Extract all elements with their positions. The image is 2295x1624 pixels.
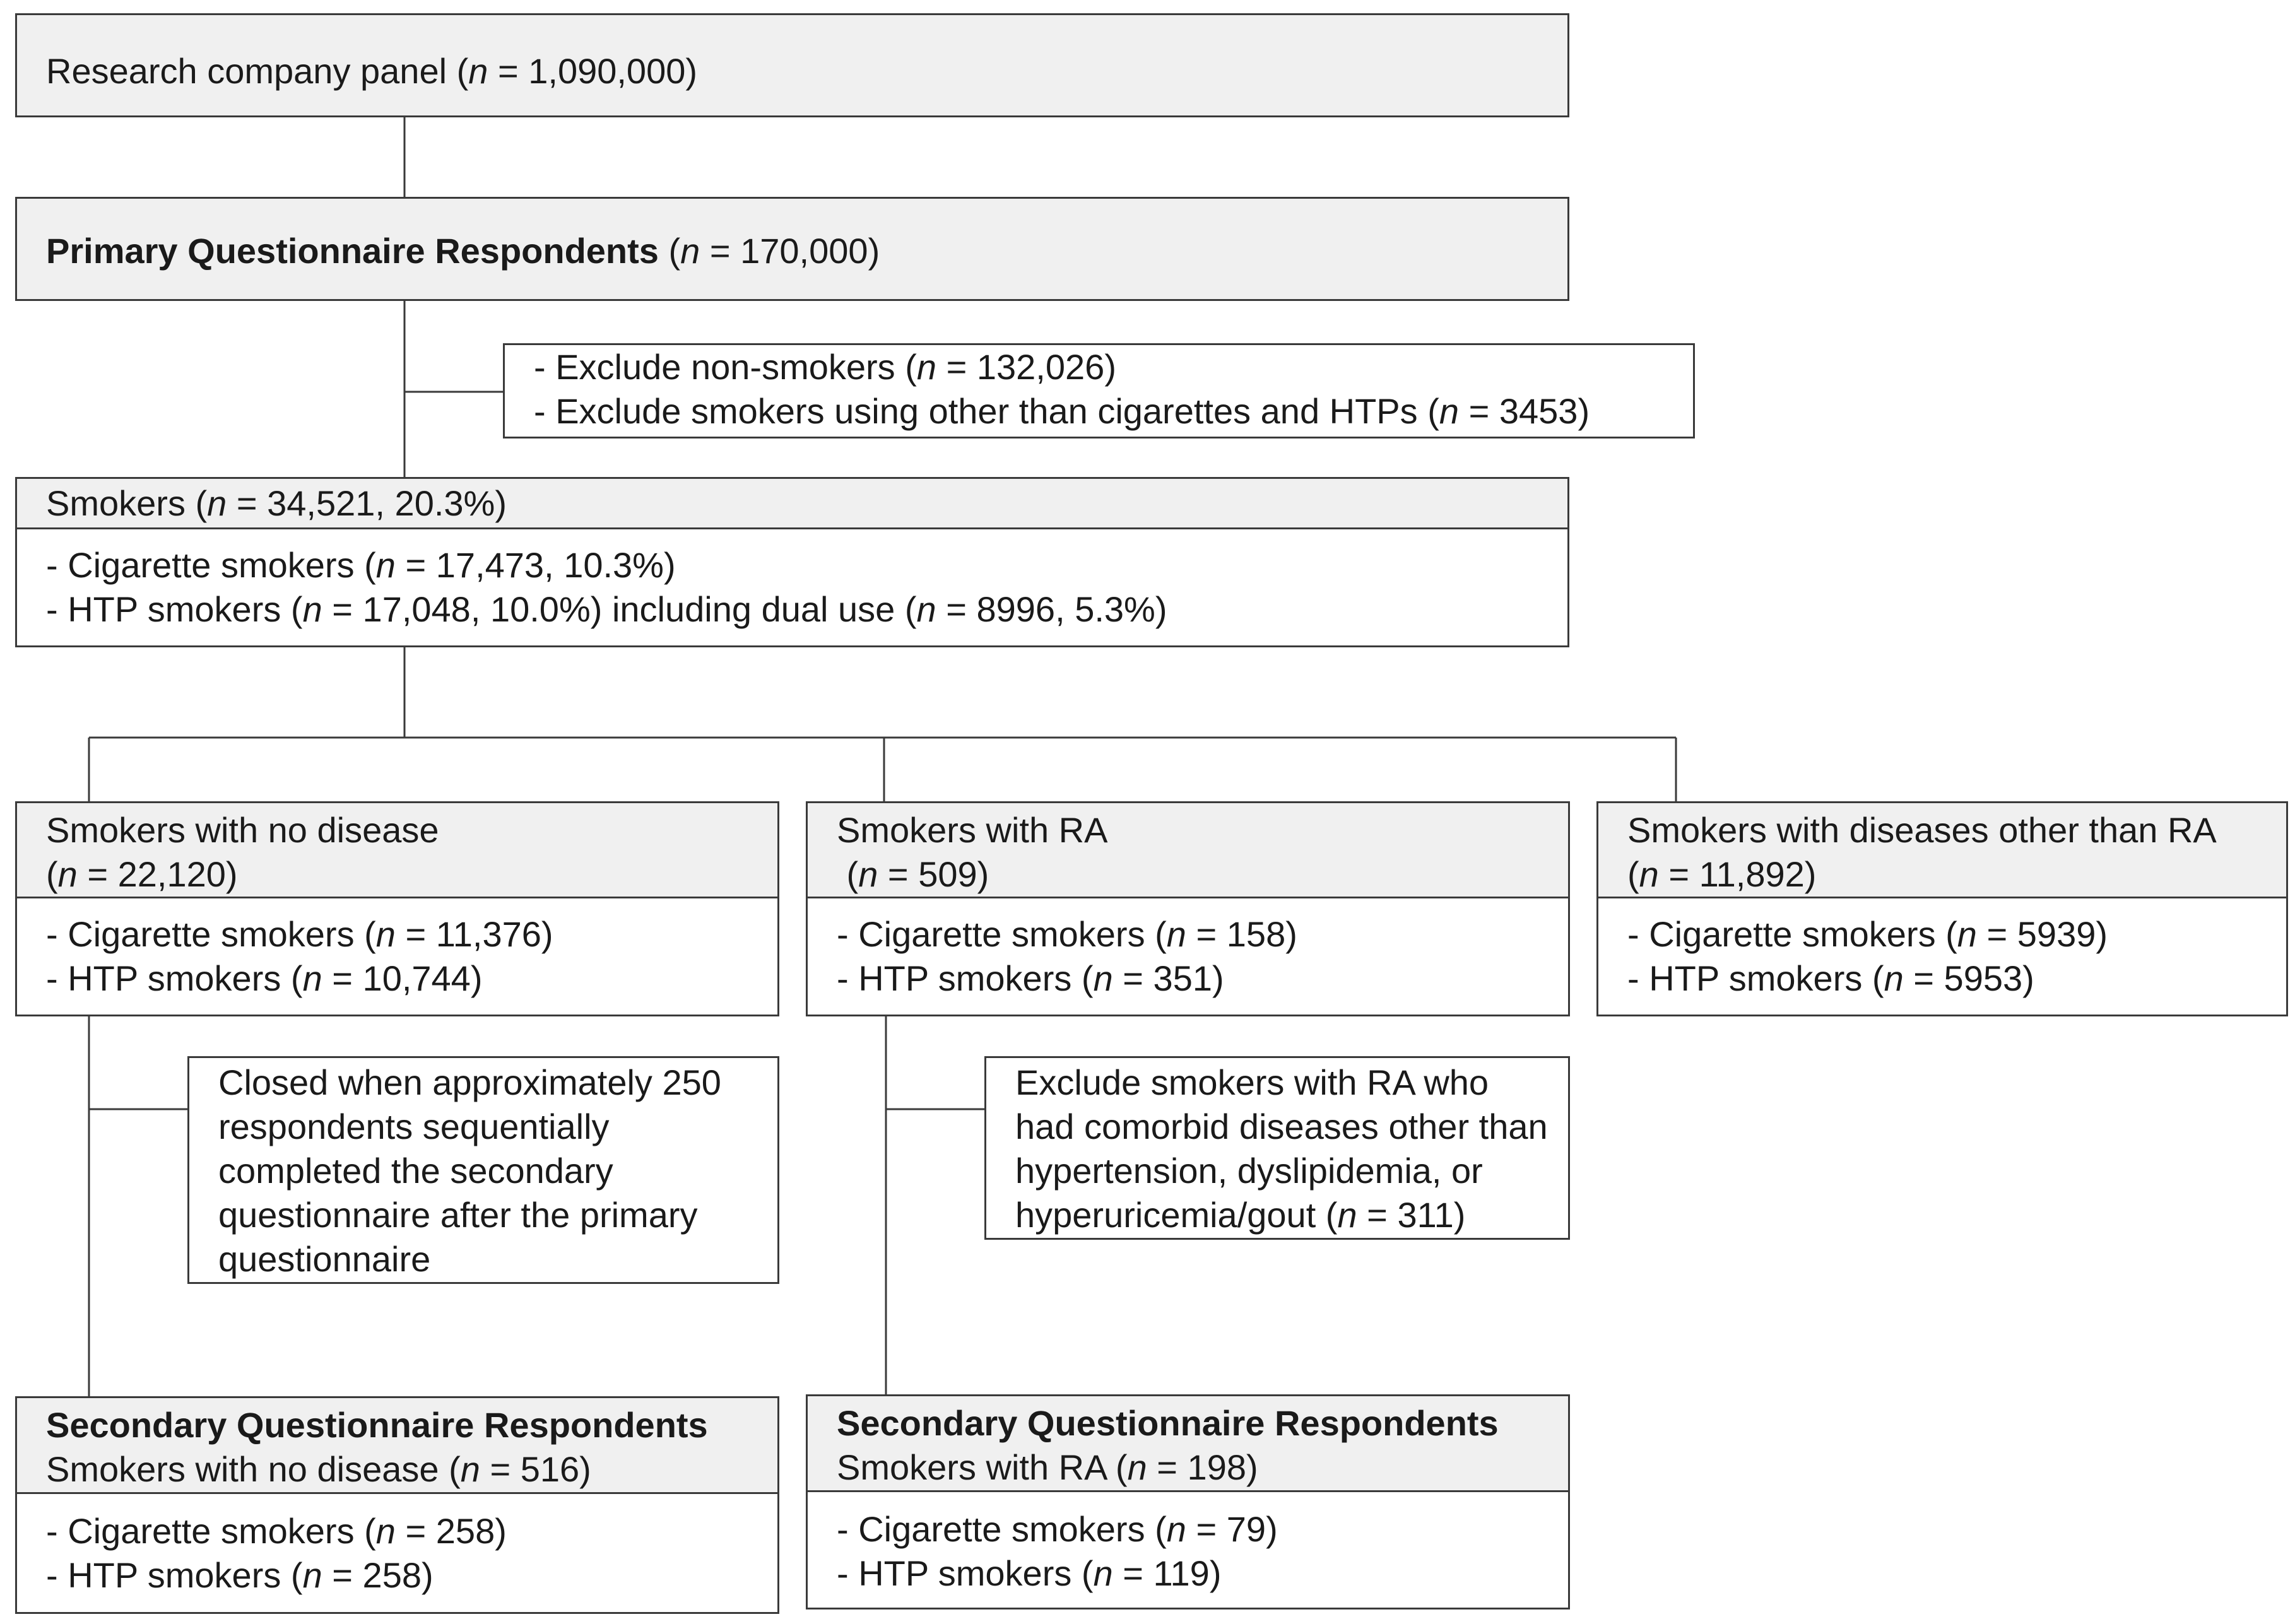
no-disease-header — [17, 803, 777, 898]
no-disease-cig-line: - Cigarette smokers (n = 11,376) — [46, 914, 553, 954]
ra-htp-line: - HTP smokers (n = 351) — [837, 958, 1224, 998]
other-disease-box — [1596, 801, 2288, 1016]
exclusion1-box — [503, 343, 1695, 438]
secondary-no-disease-subtitle: Smokers with no disease (n = 516) — [46, 1449, 591, 1489]
secondary-ra-body — [808, 1492, 1568, 1596]
no-disease-body — [17, 898, 777, 1001]
ra-box — [806, 801, 1570, 1016]
primary-box — [15, 197, 1569, 301]
secondary-ra-htp-line: - HTP smokers (n = 119) — [837, 1553, 1222, 1593]
primary-text: Primary Questionnaire Respondents (n = 170,000) — [46, 231, 880, 271]
secondary-ra-subtitle: Smokers with RA (n = 198) — [837, 1447, 1258, 1487]
secondary-no-disease-box — [15, 1396, 779, 1614]
secondary-no-disease-header — [17, 1398, 777, 1494]
other-disease-htp-line: - HTP smokers (n = 5953) — [1627, 958, 2034, 998]
ra-exclusion-text: Exclude smokers with RA who had comorbid diseases other than hypertension, dyslipidemia, or hyperuricemia/gout (n = 311) — [1015, 1062, 1548, 1235]
no-disease-htp-line: - HTP smokers (n = 10,744) — [46, 958, 483, 998]
secondary-ra-header — [808, 1396, 1568, 1492]
ra-body — [808, 898, 1568, 1001]
other-disease-cig-line: - Cigarette smokers (n = 5939) — [1627, 914, 2108, 954]
smokers-htp-line: - HTP smokers (n = 17,048, 10.0%) including dual use (n = 8996, 5.3%) — [46, 589, 1167, 629]
smokers-cig-line: - Cigarette smokers (n = 17,473, 10.3%) — [46, 545, 676, 585]
exclusion1-line1: - Exclude non-smokers (n = 132,026) — [534, 347, 1116, 387]
ra-title: Smokers with RA — [837, 810, 1108, 850]
secondary-no-disease-body — [17, 1494, 777, 1598]
other-disease-body — [1598, 898, 2286, 1001]
other-disease-header — [1598, 803, 2286, 898]
closed-note-text: Closed when approximately 250 respondents sequentially completed the secondary questionnaire after the primary questionnaire — [218, 1062, 721, 1279]
panel-text: Research company panel (n = 1,090,000) — [46, 51, 698, 91]
no-disease-title: Smokers with no disease — [46, 810, 439, 850]
smokers-body — [17, 529, 1567, 632]
secondary-ra-box — [806, 1394, 1570, 1609]
secondary-no-disease-cig-line: - Cigarette smokers (n = 258) — [46, 1511, 507, 1551]
no-disease-box — [15, 801, 779, 1016]
other-disease-title: Smokers with diseases other than RA — [1627, 810, 2217, 850]
secondary-no-disease-htp-line: - HTP smokers (n = 258) — [46, 1555, 434, 1595]
other-disease-n: (n = 11,892) — [1627, 854, 1817, 894]
secondary-no-disease-title: Secondary Questionnaire Respondents — [46, 1405, 708, 1445]
panel-box — [15, 13, 1569, 117]
exclusion1-line2: - Exclude smokers using other than cigarettes and HTPs (n = 3453) — [534, 391, 1590, 431]
closed-note-box — [187, 1056, 779, 1284]
secondary-ra-title: Secondary Questionnaire Respondents — [837, 1403, 1499, 1443]
ra-header — [808, 803, 1568, 898]
smokers-box — [15, 477, 1569, 647]
no-disease-n: (n = 22,120) — [46, 854, 238, 894]
smokers-title: Smokers (n = 34,521, 20.3%) — [46, 483, 507, 523]
secondary-ra-cig-line: - Cigarette smokers (n = 79) — [837, 1509, 1278, 1549]
smokers-header — [17, 479, 1567, 529]
ra-n: (n = 509) — [837, 854, 989, 894]
ra-exclusion-box — [984, 1056, 1570, 1240]
ra-cig-line: - Cigarette smokers (n = 158) — [837, 914, 1297, 954]
